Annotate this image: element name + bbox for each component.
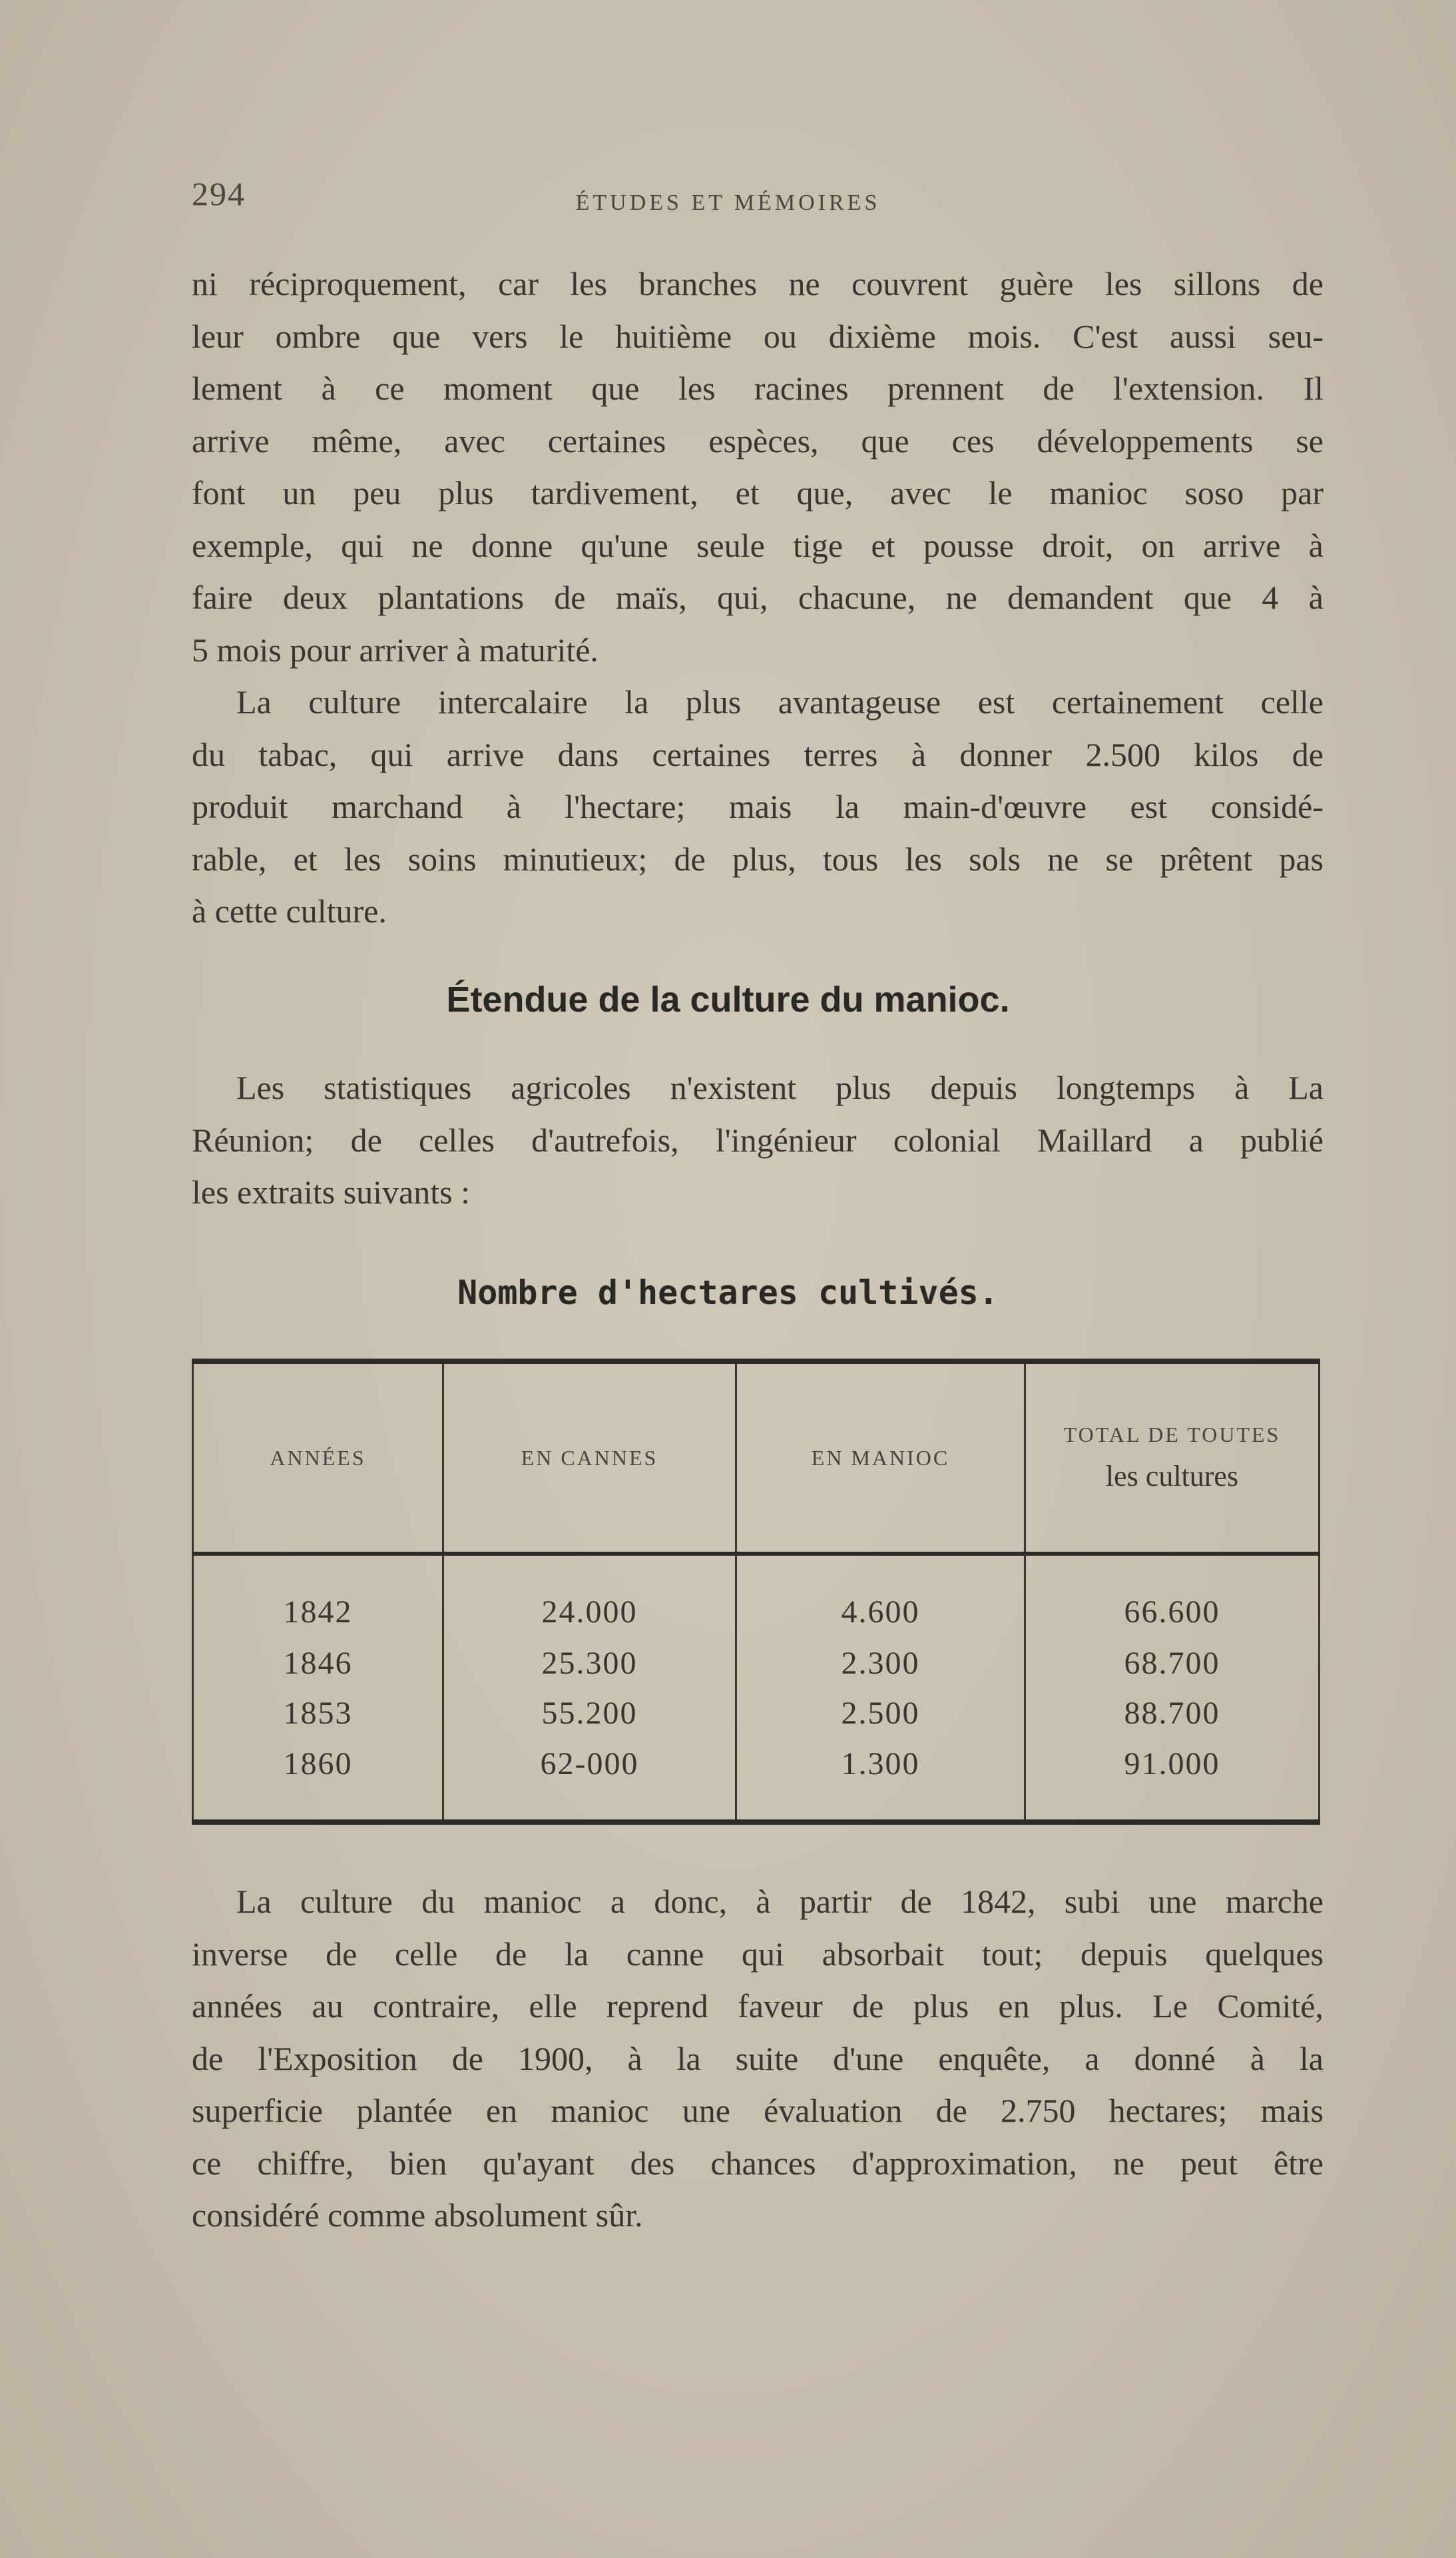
text-line: font un peu plus tardivement, et que, avec le manioc soso par: [192, 474, 1324, 511]
table-cell: 1860: [193, 1739, 443, 1789]
text-line: faire deux plantations de maïs, qui, chacune, ne demandent que 4 à: [192, 579, 1324, 616]
paragraph-1: [192, 258, 1324, 676]
table-title: Nombre d'hectares cultivés.: [457, 1273, 999, 1312]
table-cell-empty: [443, 1789, 736, 1822]
table-cell: 1842: [193, 1554, 443, 1638]
table-row: [193, 1688, 1320, 1739]
table-cell: 62-000: [443, 1739, 736, 1789]
text-line: leur ombre que vers le huitième ou dixième mois. C'est aussi seu-: [192, 317, 1324, 355]
text-line: ce chiffre, bien qu'ayant des chances d'approximation, ne peut être: [192, 2144, 1324, 2182]
table-cell: 24.000: [443, 1554, 736, 1638]
hectares-table: [192, 1359, 1320, 1825]
table-row: [193, 1554, 1320, 1638]
page-number: 294: [192, 175, 246, 212]
column-header: EN MANIOC: [736, 1361, 1025, 1554]
column-header: ANNÉES: [193, 1361, 443, 1554]
table-cell: 66.600: [1025, 1554, 1320, 1638]
text-line: rable, et les soins minutieux; de plus, tous les sols ne se prêtent pas: [192, 840, 1324, 878]
paragraph-4: [192, 1875, 1324, 2242]
text-line: de l'Exposition de 1900, à la suite d'une enquête, a donné à la: [192, 2039, 1324, 2077]
table-spacer-row: [193, 1789, 1320, 1822]
table-cell: 88.700: [1025, 1688, 1320, 1739]
text-line: à cette culture.: [192, 892, 387, 930]
table-cell: 68.700: [1025, 1638, 1320, 1688]
text-line: inverse de celle de la canne qui absorbait tout; depuis quelques: [192, 1935, 1324, 1973]
text-line: produit marchand à l'hectare; mais la main-d'œuvre est considé-: [192, 788, 1324, 825]
text-line: considéré comme absolument sûr.: [192, 2196, 643, 2234]
table-row: [193, 1739, 1320, 1789]
table-cell: 1.300: [736, 1739, 1025, 1789]
text-line: Les statistiques agricoles n'existent plus depuis longtemps à La: [236, 1069, 1324, 1106]
column-header: [1025, 1361, 1320, 1554]
table-cell-empty: [736, 1789, 1025, 1822]
section-heading: Étendue de la culture du manioc.: [446, 980, 1010, 1020]
column-header-main: TOTAL DE TOUTES: [1063, 1423, 1281, 1446]
text-line: Réunion; de celles d'autrefois, l'ingénieur colonial Maillard a publié: [192, 1121, 1324, 1159]
column-header: EN CANNES: [443, 1361, 736, 1554]
text-line: années au contraire, elle reprend faveur de plus en plus. Le Comité,: [192, 1987, 1324, 2025]
paragraph-2: [192, 676, 1324, 938]
table-cell-empty: [1025, 1789, 1320, 1822]
text-line: les extraits suivants :: [192, 1173, 470, 1211]
table-cell: 1846: [193, 1638, 443, 1688]
text-line: lement à ce moment que les racines prennent de l'extension. Il: [192, 370, 1324, 407]
column-header-sub: les cultures: [1105, 1460, 1239, 1492]
table-row: [193, 1638, 1320, 1688]
table-cell-empty: [193, 1789, 443, 1822]
table-cell: 25.300: [443, 1638, 736, 1688]
table-cell: 55.200: [443, 1688, 736, 1739]
text-line: 5 mois pour arriver à maturité.: [192, 631, 599, 669]
text-line: La culture intercalaire la plus avantageuse est certainement celle: [236, 683, 1324, 721]
text-line: La culture du manioc a donc, à partir de 1842, subi une marche: [236, 1883, 1324, 1920]
table-cell: 91.000: [1025, 1739, 1320, 1789]
text-line: superficie plantée en manioc une évaluation de 2.750 hectares; mais: [192, 2092, 1324, 2129]
table-cell: 2.300: [736, 1638, 1025, 1688]
text-line: exemple, qui ne donne qu'une seule tige et pousse droit, on arrive à: [192, 526, 1324, 564]
table-header-row: [193, 1361, 1320, 1554]
text-line: ni réciproquement, car les branches ne couvrent guère les sillons de: [192, 265, 1324, 302]
table-cell: 1853: [193, 1688, 443, 1739]
running-title: ÉTUDES ET MÉMOIRES: [575, 190, 881, 215]
table-cell: 4.600: [736, 1554, 1025, 1638]
paragraph-3: [192, 1062, 1324, 1219]
text-line: arrive même, avec certaines espèces, que ces développements se: [192, 422, 1324, 460]
table-cell: 2.500: [736, 1688, 1025, 1739]
text-line: du tabac, qui arrive dans certaines terres à donner 2.500 kilos de: [192, 735, 1324, 773]
